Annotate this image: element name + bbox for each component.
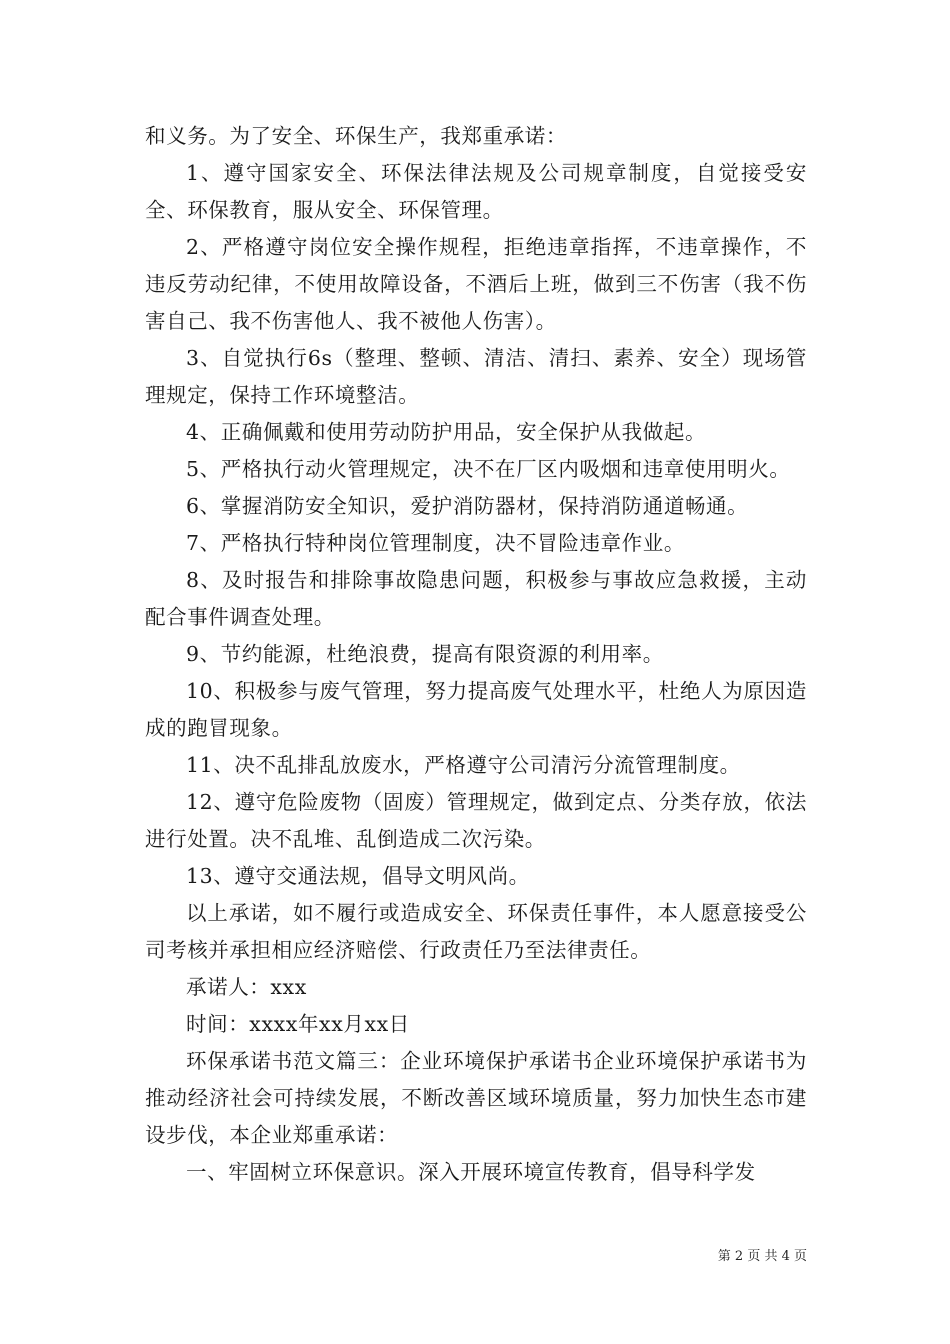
- paragraph-point-one: 一、牢固树立环保意识。深入开展环境宣传教育，倡导科学发: [186, 1160, 756, 1184]
- paragraph-item-9: 9、节约能源，杜绝浪费，提高有限资源的利用率。: [186, 642, 664, 666]
- paragraph-item-6: 6、掌握消防安全知识，爱护消防器材，保持消防通道畅通。: [186, 494, 749, 518]
- page-number: 第 2 页 共 4 页: [717, 1249, 807, 1264]
- paragraph-item-11: 11、决不乱排乱放废水，严格遵守公司清污分流管理制度。: [186, 753, 741, 777]
- paragraph-item-8: 8、及时报告和排除事故隐患问题，积极参与事故应急救援，主动配合事件调查处理。: [145, 568, 807, 629]
- paragraph-section-three: 环保承诺书范文篇三：企业环境保护承诺书企业环境保护承诺书为推动经济社会可持续发展，不断改善区域环境质量，努力加快生态市建设步伐，本企业郑重承诺：: [145, 1049, 807, 1147]
- paragraph-0: 和义务。为了安全、环保生产，我郑重承诺：: [145, 124, 567, 148]
- paragraph-conclusion: 以上承诺，如不履行或造成安全、环保责任事件，本人愿意接受公司考核并承担相应经济赔偿、行政责任乃至法律责任。: [145, 901, 807, 962]
- paragraph-item-10: 10、积极参与废气管理，努力提高废气处理水平，杜绝人为原因造成的跑冒现象。: [145, 679, 807, 740]
- document-body: [145, 118, 807, 1191]
- paragraph-item-7: 7、严格执行特种岗位管理制度，决不冒险违章作业。: [186, 531, 685, 555]
- paragraph-item-1: 1、遵守国家安全、环保法律法规及公司规章制度，自觉接受安全、环保教育，服从安全、环保管理。: [145, 161, 807, 222]
- paragraph-item-12: 12、遵守危险废物（固废）管理规定，做到定点、分类存放，依法进行处置。决不乱堆、乱倒造成二次污染。: [145, 790, 807, 851]
- paragraph-item-13: 13、遵守交通法规，倡导文明风尚。: [186, 864, 530, 888]
- paragraph-item-3: 3、自觉执行6s（整理、整顿、清洁、清扫、素养、安全）现场管理规定，保持工作环境整洁。: [145, 346, 807, 407]
- paragraph-item-4: 4、正确佩戴和使用劳动防护用品，安全保护从我做起。: [186, 420, 707, 444]
- date-line: 时间：xxxx年xx月xx日: [186, 1012, 410, 1036]
- signer-line: 承诺人：xxx: [186, 975, 307, 999]
- paragraph-item-5: 5、严格执行动火管理规定，决不在厂区内吸烟和违章使用明火。: [186, 457, 791, 481]
- paragraph-item-2: 2、严格遵守岗位安全操作规程，拒绝违章指挥，不违章操作，不违反劳动纪律，不使用故障设备，不酒后上班，做到三不伤害（我不伤害自己、我不伤害他人、我不被他人伤害）。: [145, 235, 807, 333]
